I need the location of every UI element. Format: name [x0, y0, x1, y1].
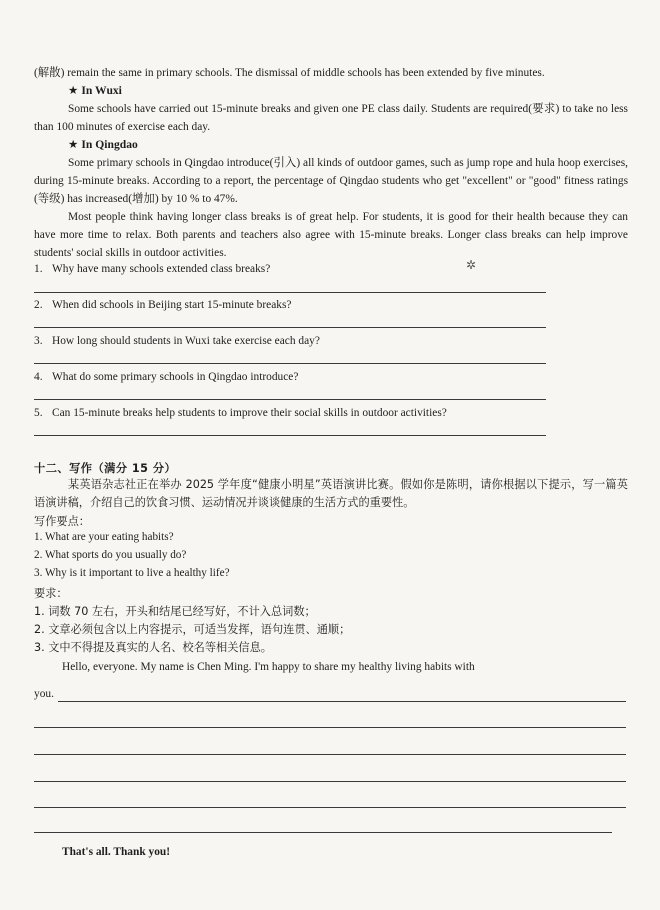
heading-qingdao — [68, 137, 138, 151]
writing-line-5[interactable] — [34, 807, 626, 808]
writing-line-6[interactable] — [34, 832, 612, 833]
question-5 — [34, 407, 447, 419]
question-2 — [34, 299, 291, 311]
speech-closing: That's all. Thank you! — [62, 846, 171, 858]
ink-smudge-icon: ✲ — [466, 258, 477, 272]
writing-line-4[interactable] — [34, 781, 626, 782]
passage-paragraph-qingdao: Some primary schools in Qingdao introduce(引入) all kinds of outdoor games, such as jump rope and hula hoop exercises, during 15-minute breaks. According to a report, the percentage of Qingdao students who get "excellent" or "good" fitness ratings (等级) has increased(增加) by 10 % to 47%. — [34, 157, 628, 206]
question-number: 3. — [34, 335, 43, 347]
question-text: What do some primary schools in Qingdao introduce? — [52, 371, 299, 383]
writing-point-1: 1. What are your eating habits? — [34, 531, 174, 543]
passage-paragraph-conclusion: Most people think having longer class breaks is of great help. For students, it is good for their health because they can have more time to relax. Both parents and teachers also agree with 15-minute breaks. Longer class breaks can help improve students' social skills in outdoor activities. — [34, 211, 628, 260]
requirement-3: 3. 文中不得提及真实的人名、校名等相关信息。 — [34, 641, 272, 654]
question-text: When did schools in Beijing start 15-minute breaks? — [52, 299, 292, 311]
heading-wuxi — [68, 83, 122, 97]
writing-point-2: 2. What sports do you usually do? — [34, 549, 187, 561]
speech-opening-end: you. — [34, 688, 54, 700]
passage-paragraph-0: (解散) remain the same in primary schools. The dismissal of middle schools has been extended by five minutes. — [34, 67, 545, 79]
writing-instructions: 某英语杂志社正在举办 2025 学年度“健康小明星”英语演讲比赛。假如你是陈明，请你根据以下提示，写一篇英语演讲稿，介绍自己的饮食习惯、运动情况并谈谈健康的生活方式的重要性。 — [34, 478, 628, 509]
answer-line-4[interactable] — [34, 399, 546, 400]
writing-line-2[interactable] — [34, 727, 626, 728]
question-3 — [34, 335, 320, 347]
requirement-1: 1. 词数 70 左右，开头和结尾已经写好，不计入总词数； — [34, 605, 316, 618]
writing-line-1[interactable] — [58, 701, 626, 702]
answer-line-1[interactable] — [34, 292, 546, 293]
writing-points-label: 写作要点： — [34, 515, 90, 528]
heading-wuxi-label: In Wuxi — [81, 84, 122, 97]
answer-line-5[interactable] — [34, 435, 546, 436]
passage-paragraph-wuxi: Some schools have carried out 15-minute breaks and given one PE class daily. Students are required(要求) to take no less than 100 minutes of exercise each day. — [34, 103, 628, 134]
answer-line-2[interactable] — [34, 327, 546, 328]
question-number: 1. — [34, 263, 43, 275]
requirement-2: 2. 文章必须包含以上内容提示，可适当发挥，语句连贯、通顺； — [34, 623, 351, 636]
heading-qingdao-label: In Qingdao — [81, 138, 138, 151]
question-number: 2. — [34, 299, 43, 311]
question-text: Can 15-minute breaks help students to improve their social skills in outdoor activities? — [52, 407, 447, 419]
question-text: Why have many schools extended class breaks? — [52, 263, 271, 275]
writing-line-3[interactable] — [34, 754, 626, 755]
question-1 — [34, 263, 270, 275]
star-icon: ★ — [68, 138, 79, 151]
writing-point-3: 3. Why is it important to live a healthy life? — [34, 567, 230, 579]
answer-line-3[interactable] — [34, 363, 546, 364]
speech-opening: Hello, everyone. My name is Chen Ming. I'm happy to share my healthy living habits with — [62, 661, 475, 673]
writing-section-title: 十二、写作（满分 15 分） — [34, 462, 177, 475]
question-text: How long should students in Wuxi take exercise each day? — [52, 335, 320, 347]
question-number: 4. — [34, 371, 43, 383]
star-icon: ★ — [68, 84, 79, 97]
requirements-label: 要求： — [34, 587, 68, 600]
question-4 — [34, 371, 298, 383]
question-number: 5. — [34, 407, 43, 419]
